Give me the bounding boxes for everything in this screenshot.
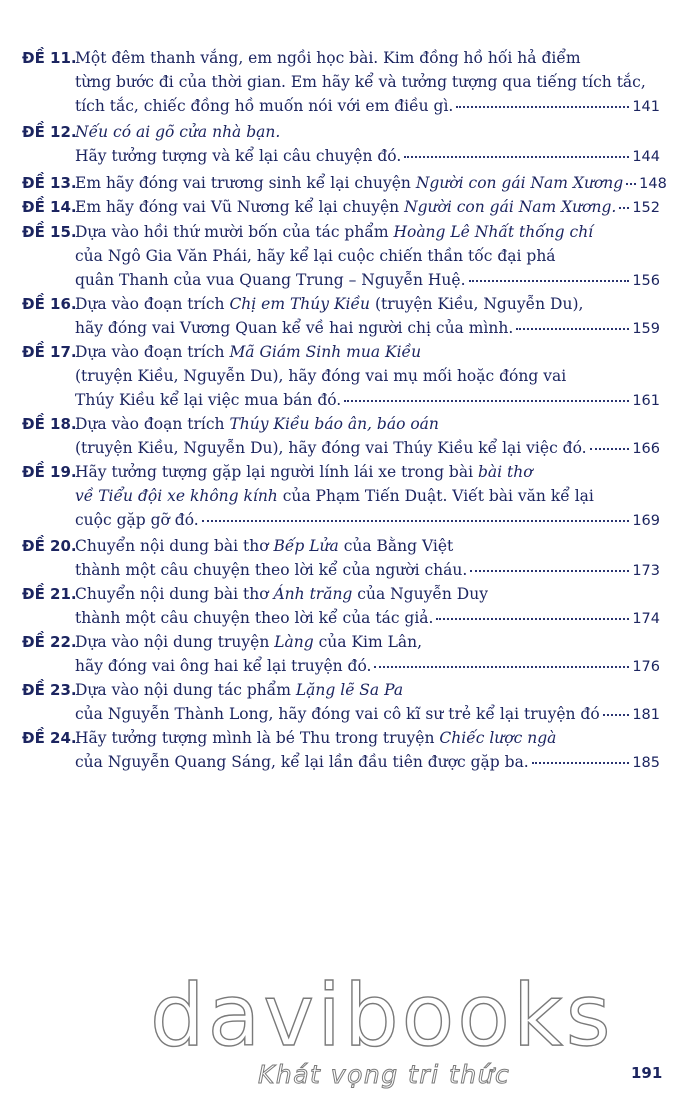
toc-line (22, 145, 660, 169)
entry-text: thành một câu chuyện theo lời kể của tác giả. (75, 608, 434, 627)
toc-line (22, 365, 660, 389)
work-title-italic: Làng (274, 633, 314, 651)
toc-line (22, 679, 660, 703)
work-title-italic: Người con gái Nam Xương (415, 174, 624, 192)
page-number: 191 (631, 1064, 663, 1082)
entry-text: thành một câu chuyện theo lời kể của người cháu. (75, 560, 468, 579)
toc-line (22, 172, 667, 196)
page-reference[interactable]: 159 (632, 320, 660, 337)
entry-text: Dựa vào đoạn trích (75, 343, 230, 361)
work-title-italic: bài thơ (477, 463, 533, 481)
toc-line (22, 655, 660, 679)
exercise-number: ĐỀ 19. (22, 463, 77, 481)
work-title-italic: Thúy Kiều báo ân, báo oán (229, 415, 439, 433)
entry-text: của Phạm Tiến Duật. Viết bài văn kể lại (277, 486, 594, 505)
work-title-italic: Nếu có ai gõ cửa nhà bạn. (75, 123, 281, 141)
entry-text: Chuyển nội dung bài thơ (75, 537, 274, 555)
toc-entry (22, 535, 660, 583)
page-reference[interactable]: 156 (632, 272, 660, 289)
toc-entry (22, 341, 660, 412)
exercise-number: ĐỀ 16. (22, 295, 77, 313)
page-reference[interactable]: 166 (632, 440, 660, 457)
toc-line (22, 485, 660, 509)
toc-line (22, 607, 660, 631)
toc-line (22, 437, 660, 461)
toc-line (22, 196, 660, 220)
work-title-italic: Người con gái Nam Xương. (404, 198, 617, 216)
page-reference[interactable]: 185 (632, 754, 660, 771)
work-title-italic: về Tiểu đội xe không kính (75, 486, 278, 505)
toc-line (22, 317, 660, 341)
dot-leader (456, 104, 629, 108)
dot-leader (374, 664, 629, 668)
toc-line (22, 221, 660, 245)
exercise-number: ĐỀ 21. (22, 585, 77, 603)
toc-line (22, 293, 660, 317)
toc-line (22, 509, 660, 533)
toc-line (22, 751, 660, 775)
toc-entry (22, 293, 660, 341)
toc-entry (22, 172, 667, 196)
watermark-tagline: Khát vọng tri thức (258, 1060, 511, 1089)
toc-line (22, 47, 660, 71)
work-title-italic: Bếp Lửa (273, 537, 339, 555)
entry-text: của Nguyễn Duy (352, 585, 488, 603)
entry-text: Thúy Kiều kể lại việc mua bán đó. (75, 390, 342, 409)
toc-entry (22, 221, 660, 292)
entry-text: của Nguyễn Quang Sáng, kể lại lần đầu tiên được gặp ba. (75, 752, 529, 771)
page-reference[interactable]: 161 (632, 392, 660, 409)
entry-text: (truyện Kiều, Nguyễn Du), (370, 295, 584, 313)
page-reference[interactable]: 176 (632, 658, 660, 675)
exercise-number: ĐỀ 22. (22, 633, 77, 651)
dot-leader (344, 398, 629, 402)
page-reference[interactable]: 148 (639, 176, 667, 192)
entry-text: Em hãy đóng vai Vũ Nương kể lại chuyện (75, 198, 405, 216)
toc-entry (22, 583, 660, 631)
entry-text: của Bằng Việt (338, 537, 454, 555)
work-title-italic: Chiếc lược ngà (439, 729, 557, 747)
exercise-number: ĐỀ 15. (22, 223, 77, 241)
exercise-number: ĐỀ 24. (22, 729, 77, 747)
toc-line (22, 583, 660, 607)
entry-text: (truyện Kiều, Nguyễn Du), hãy đóng vai Thúy Kiều kể lại việc đó. (75, 438, 587, 457)
work-title-italic: Ánh trăng (273, 585, 353, 603)
exercise-number: ĐỀ 18. (22, 415, 77, 433)
entry-text: Em hãy đóng vai trương sinh kể lại chuyện (75, 174, 416, 192)
dot-leader (202, 518, 630, 522)
work-title-italic: Hoàng Lê Nhất thống chí (393, 223, 594, 241)
toc-entry (22, 679, 660, 727)
dot-leader (603, 712, 630, 716)
entry-text: của Ngô Gia Văn Phái, hãy kể lại cuộc chiến thần tốc đại phá (75, 246, 556, 265)
exercise-number: ĐỀ 11. (22, 49, 77, 67)
toc-line (22, 389, 660, 413)
work-title-italic: Lặng lẽ Sa Pa (295, 681, 404, 699)
entry-text: Một đêm thanh vắng, em ngồi học bài. Kim đồng hồ hối hả điểm (75, 49, 581, 67)
dot-leader (470, 568, 629, 572)
toc-line (22, 245, 660, 269)
entry-text: từng bước đi của thời gian. Em hãy kể và tưởng tượng qua tiếng tích tắc, (75, 72, 646, 91)
entry-text: Dựa vào đoạn trích (75, 295, 230, 313)
exercise-number: ĐỀ 13. (22, 174, 77, 192)
entry-text: (truyện Kiều, Nguyễn Du), hãy đóng vai mụ mối hoặc đóng vai (75, 366, 567, 385)
entry-text: Dựa vào nội dung truyện (75, 633, 275, 651)
entry-text: Dựa vào nội dung tác phẩm (75, 681, 296, 699)
toc-entry (22, 727, 660, 775)
entry-text: quân Thanh của vua Quang Trung – Nguyễn Huệ. (75, 270, 466, 289)
toc-entry (22, 413, 660, 461)
toc-entry (22, 121, 660, 169)
page-reference[interactable]: 173 (632, 562, 660, 579)
page-reference[interactable]: 181 (632, 706, 660, 723)
dot-leader (404, 154, 629, 158)
toc-line (22, 535, 660, 559)
entry-text: của Nguyễn Thành Long, hãy đóng vai cô kĩ sư trẻ kể lại truyện đó (75, 704, 600, 723)
toc-entry (22, 631, 660, 679)
dot-leader (626, 181, 636, 185)
entry-text: Chuyển nội dung bài thơ (75, 585, 274, 603)
entry-text: Hãy tưởng tượng và kể lại câu chuyện đó. (75, 146, 402, 165)
dot-leader (469, 278, 630, 282)
toc-line (22, 413, 660, 437)
page-reference[interactable]: 141 (632, 98, 660, 115)
toc-line (22, 631, 660, 655)
entry-text: cuộc gặp gỡ đó. (75, 510, 199, 529)
toc-line (22, 269, 660, 293)
exercise-number: ĐỀ 23. (22, 681, 77, 699)
entry-text: Dựa vào đoạn trích (75, 415, 230, 433)
entry-text: hãy đóng vai ông hai kể lại truyện đó. (75, 656, 372, 675)
page-reference[interactable]: 174 (632, 610, 660, 627)
entry-text: hãy đóng vai Vương Quan kể về hai người chị của mình. (75, 318, 514, 337)
watermark-brand: davibooks (150, 966, 614, 1066)
toc-line (22, 121, 660, 145)
exercise-number: ĐỀ 14. (22, 198, 77, 216)
entry-text: của Kim Lân, (313, 633, 423, 651)
dot-leader (532, 760, 630, 764)
toc-line (22, 559, 660, 583)
toc-line (22, 341, 660, 365)
entry-text: Hãy tưởng tượng gặp lại người lính lái xe trong bài (75, 463, 478, 481)
dot-leader (590, 446, 630, 450)
entry-text: tích tắc, chiếc đồng hồ muốn nói với em điều gì. (75, 96, 454, 115)
toc-line (22, 461, 660, 485)
work-title-italic: Mã Giám Sinh mua Kiều (229, 343, 422, 361)
page-reference[interactable]: 152 (632, 200, 661, 216)
toc-line (22, 95, 660, 119)
entry-text: Hãy tưởng tượng mình là bé Thu trong truyện (75, 729, 440, 747)
entry-text: Dựa vào hồi thứ mười bốn của tác phẩm (75, 223, 394, 241)
dot-leader (436, 616, 629, 620)
exercise-number: ĐỀ 12. (22, 123, 77, 141)
toc-line (22, 727, 660, 751)
toc-entry (22, 47, 660, 118)
dot-leader (516, 326, 629, 330)
toc-entry (22, 196, 660, 220)
work-title-italic: Chị em Thúy Kiều (229, 295, 371, 313)
toc-entry (22, 461, 660, 532)
dot-leader (619, 205, 629, 209)
page-reference[interactable]: 144 (632, 148, 660, 165)
exercise-number: ĐỀ 20. (22, 537, 77, 555)
toc-line (22, 71, 660, 95)
page-reference[interactable]: 169 (632, 512, 660, 529)
toc-line (22, 703, 660, 727)
exercise-number: ĐỀ 17. (22, 343, 77, 361)
